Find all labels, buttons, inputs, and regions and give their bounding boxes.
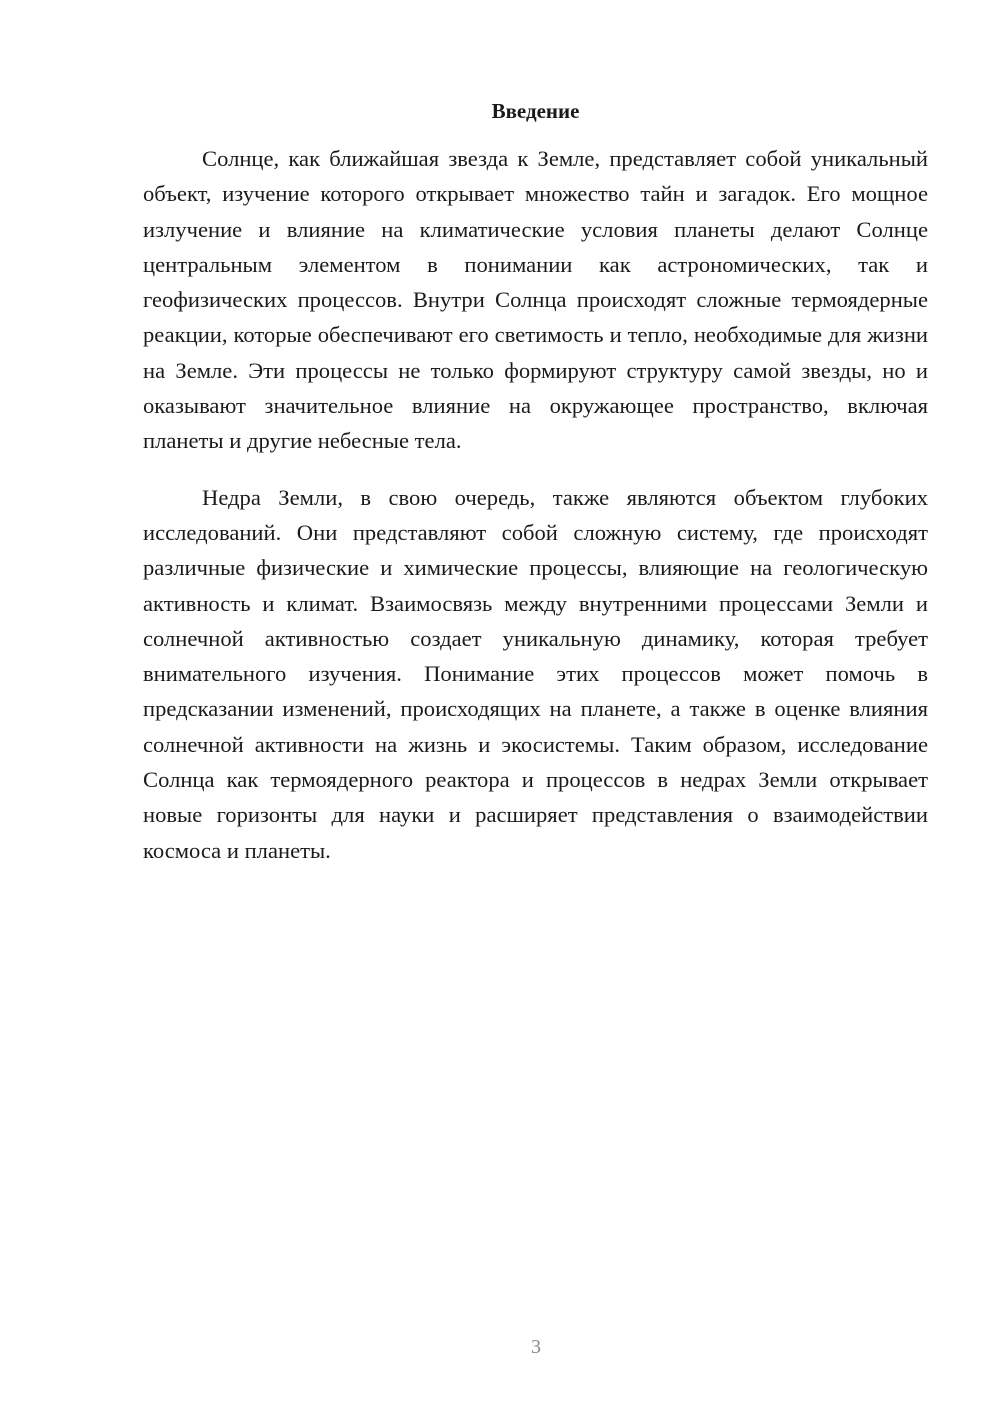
paragraph-1: Солнце, как ближайшая звезда к Земле, представляет собой уникальный объект, изучение которого открывает множество тайн и загадок. Его мощное излучение и влияние на климатические условия планеты делают Солнце центральным элементом в понимании как астрономических, так и геофизических процессов. Внутри Солнца происходят сложные термоядерные реакции, которые обеспечивают его светимость и тепло, необходимые для жизни на Земле. Эти процессы не только формируют структуру самой звезды, но и оказывают значительное влияние на окружающее пространство, включая планеты и другие небесные тела. <box>143 146 928 454</box>
page-number: 3 <box>531 1336 541 1358</box>
section-heading: Введение <box>491 99 580 123</box>
body-text <box>143 141 928 868</box>
paragraph-2: Недра Земли, в свою очередь, также являются объектом глубоких исследований. Они представляют собой сложную систему, где происходят различные физические и химические процессы, влияющие на геологическую активность и климат. Взаимосвязь между внутренними процессами Земли и солнечной активностью создает уникальную динамику, которая требует внимательного изучения. Понимание этих процессов может помочь в предсказании изменений, происходящих на планете, а также в оценке влияния солнечной активности на жизнь и экосистемы. Таким образом, исследование Солнца как термоядерного реактора и процессов в недрах Земли открывает новые горизонты для науки и расширяет представления о взаимодействии космоса и планеты. <box>143 484 928 863</box>
